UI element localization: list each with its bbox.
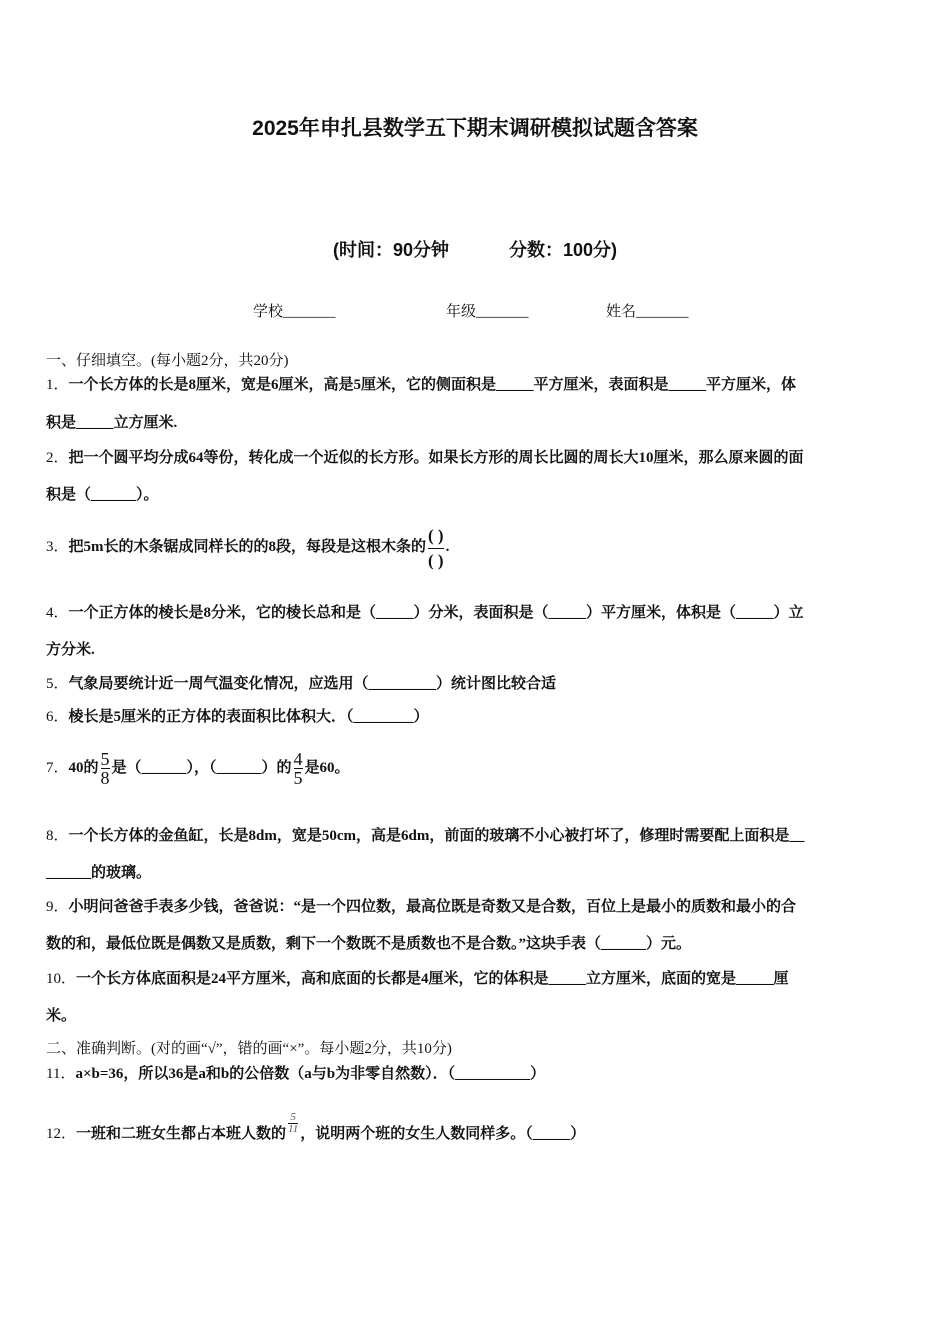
question-11: [46, 1063, 904, 1085]
fraction-numerator: 4: [293, 749, 303, 770]
question-number: 3．: [46, 539, 69, 555]
exam-time: (时间：90分钟: [332, 240, 449, 260]
question-number: 1．: [46, 377, 69, 393]
question-4-cont: 方分米.: [46, 642, 95, 658]
question-12: [46, 1104, 904, 1164]
question-8-cont: ______的玻璃。: [46, 865, 152, 881]
question-1: [46, 374, 904, 396]
question-9-cont: 数的和，最低位既是偶数又是质数，剩下一个数既不是质数也不是合数。”这块手表（______）元。: [46, 936, 692, 952]
question-number: 8．: [46, 828, 69, 844]
section-1-title: 一、仔细填空。(每小题2分，共20分): [46, 353, 289, 369]
question-text: 一个长方体的长是8厘米，宽是6厘米，高是5厘米，它的侧面积是_____平方厘米，表面积是_____平方厘米，体: [68, 377, 797, 393]
question-end: .: [445, 539, 450, 555]
question-text: a×b=36，所以36是a和b的公倍数（a与b为非零自然数）．（__________）: [75, 1066, 546, 1082]
question-number: 7．: [46, 760, 69, 776]
fraction-denominator: 11: [288, 1123, 299, 1135]
question-2: [46, 447, 904, 469]
question-3: [46, 518, 904, 576]
question-number: 11．: [46, 1066, 76, 1082]
question-text: 气象局要统计近一周气温变化情况，应选用（_________）统计图比较合适: [68, 676, 557, 692]
fraction-4-5: [294, 750, 303, 787]
question-text-c: 是60。: [304, 760, 350, 776]
question-end: ，说明两个班的女生人数同样多。（_____）: [300, 1126, 586, 1142]
question-10: [46, 968, 904, 990]
question-2-cont: 积是（______）。: [46, 487, 159, 503]
school-field: 学校_______: [253, 304, 336, 320]
page-title: 2025年申扎县数学五下期末调研模拟试题含答案: [252, 117, 698, 140]
question-number: 5．: [46, 676, 69, 692]
question-text: 把5m长的木条锯成同样长的的8段，每段是这根木条的: [68, 539, 427, 555]
question-text: 小明问爸爸手表多少钱，爸爸说：“是一个四位数，最高位既是奇数又是合数，百位上是最小的质数和最小的合: [68, 899, 797, 915]
fraction-5-8: [101, 750, 110, 787]
grade-field: 年级_______: [446, 304, 529, 320]
fraction-denominator: 8: [100, 768, 110, 789]
exam-meta: [0, 236, 950, 262]
question-10-cont: 米。: [46, 1008, 77, 1024]
fraction-denominator: 5: [293, 768, 303, 789]
fraction-blank: [428, 527, 444, 569]
question-text: 一班和二班女生都占本班人数的: [76, 1126, 287, 1142]
question-text: 棱长是5厘米的正方体的表面积比体积大．（________）: [68, 709, 429, 725]
exam-score: 分数：100分): [509, 240, 618, 260]
question-text: 把一个圆平均分成64等份，转化成一个近似的长方形。如果长方形的周长比圆的周长大10厘米，那么原来圆的面: [68, 450, 804, 466]
question-9: [46, 896, 904, 918]
question-number: 6．: [46, 709, 69, 725]
question-text: 一个正方体的棱长是8分米，它的棱长总和是（_____）分米，表面积是（_____）平方厘米，体积是（_____）立: [68, 605, 804, 621]
section-2-title: 二、准确判断。(对的画“√”，错的画“×”。每小题2分，共10分): [46, 1041, 452, 1057]
fraction-denominator: ( ): [428, 548, 444, 569]
fraction-numerator: 5: [290, 1111, 296, 1123]
question-text-b: 是（______），（______）的: [111, 760, 292, 776]
question-5: [46, 673, 904, 695]
question-4: [46, 602, 904, 624]
question-text: 一个长方体底面积是24平方厘米，高和底面的长都是4厘米，它的体积是_____立方厘米，底面的宽是_____厘: [76, 971, 789, 987]
question-number: 4．: [46, 605, 69, 621]
question-number: 9．: [46, 899, 69, 915]
question-number: 10．: [46, 971, 77, 987]
question-number: 12．: [46, 1126, 77, 1142]
question-7: [46, 738, 904, 798]
question-6: [46, 706, 904, 728]
name-field: 姓名_______: [606, 304, 689, 320]
question-text-a: 40的: [68, 760, 99, 776]
question-number: 2．: [46, 450, 69, 466]
fraction-5-11: [288, 1112, 298, 1135]
question-1-cont: 积是_____立方厘米.: [46, 415, 178, 431]
fraction-numerator: ( ): [428, 525, 444, 545]
fraction-numerator: 5: [100, 749, 110, 770]
question-text: 一个长方体的金鱼缸，长是8dm，宽是50cm，高是6dm，前面的玻璃不小心被打坏了，修理时需要配上面积是__: [68, 828, 805, 844]
question-8: [46, 825, 904, 847]
